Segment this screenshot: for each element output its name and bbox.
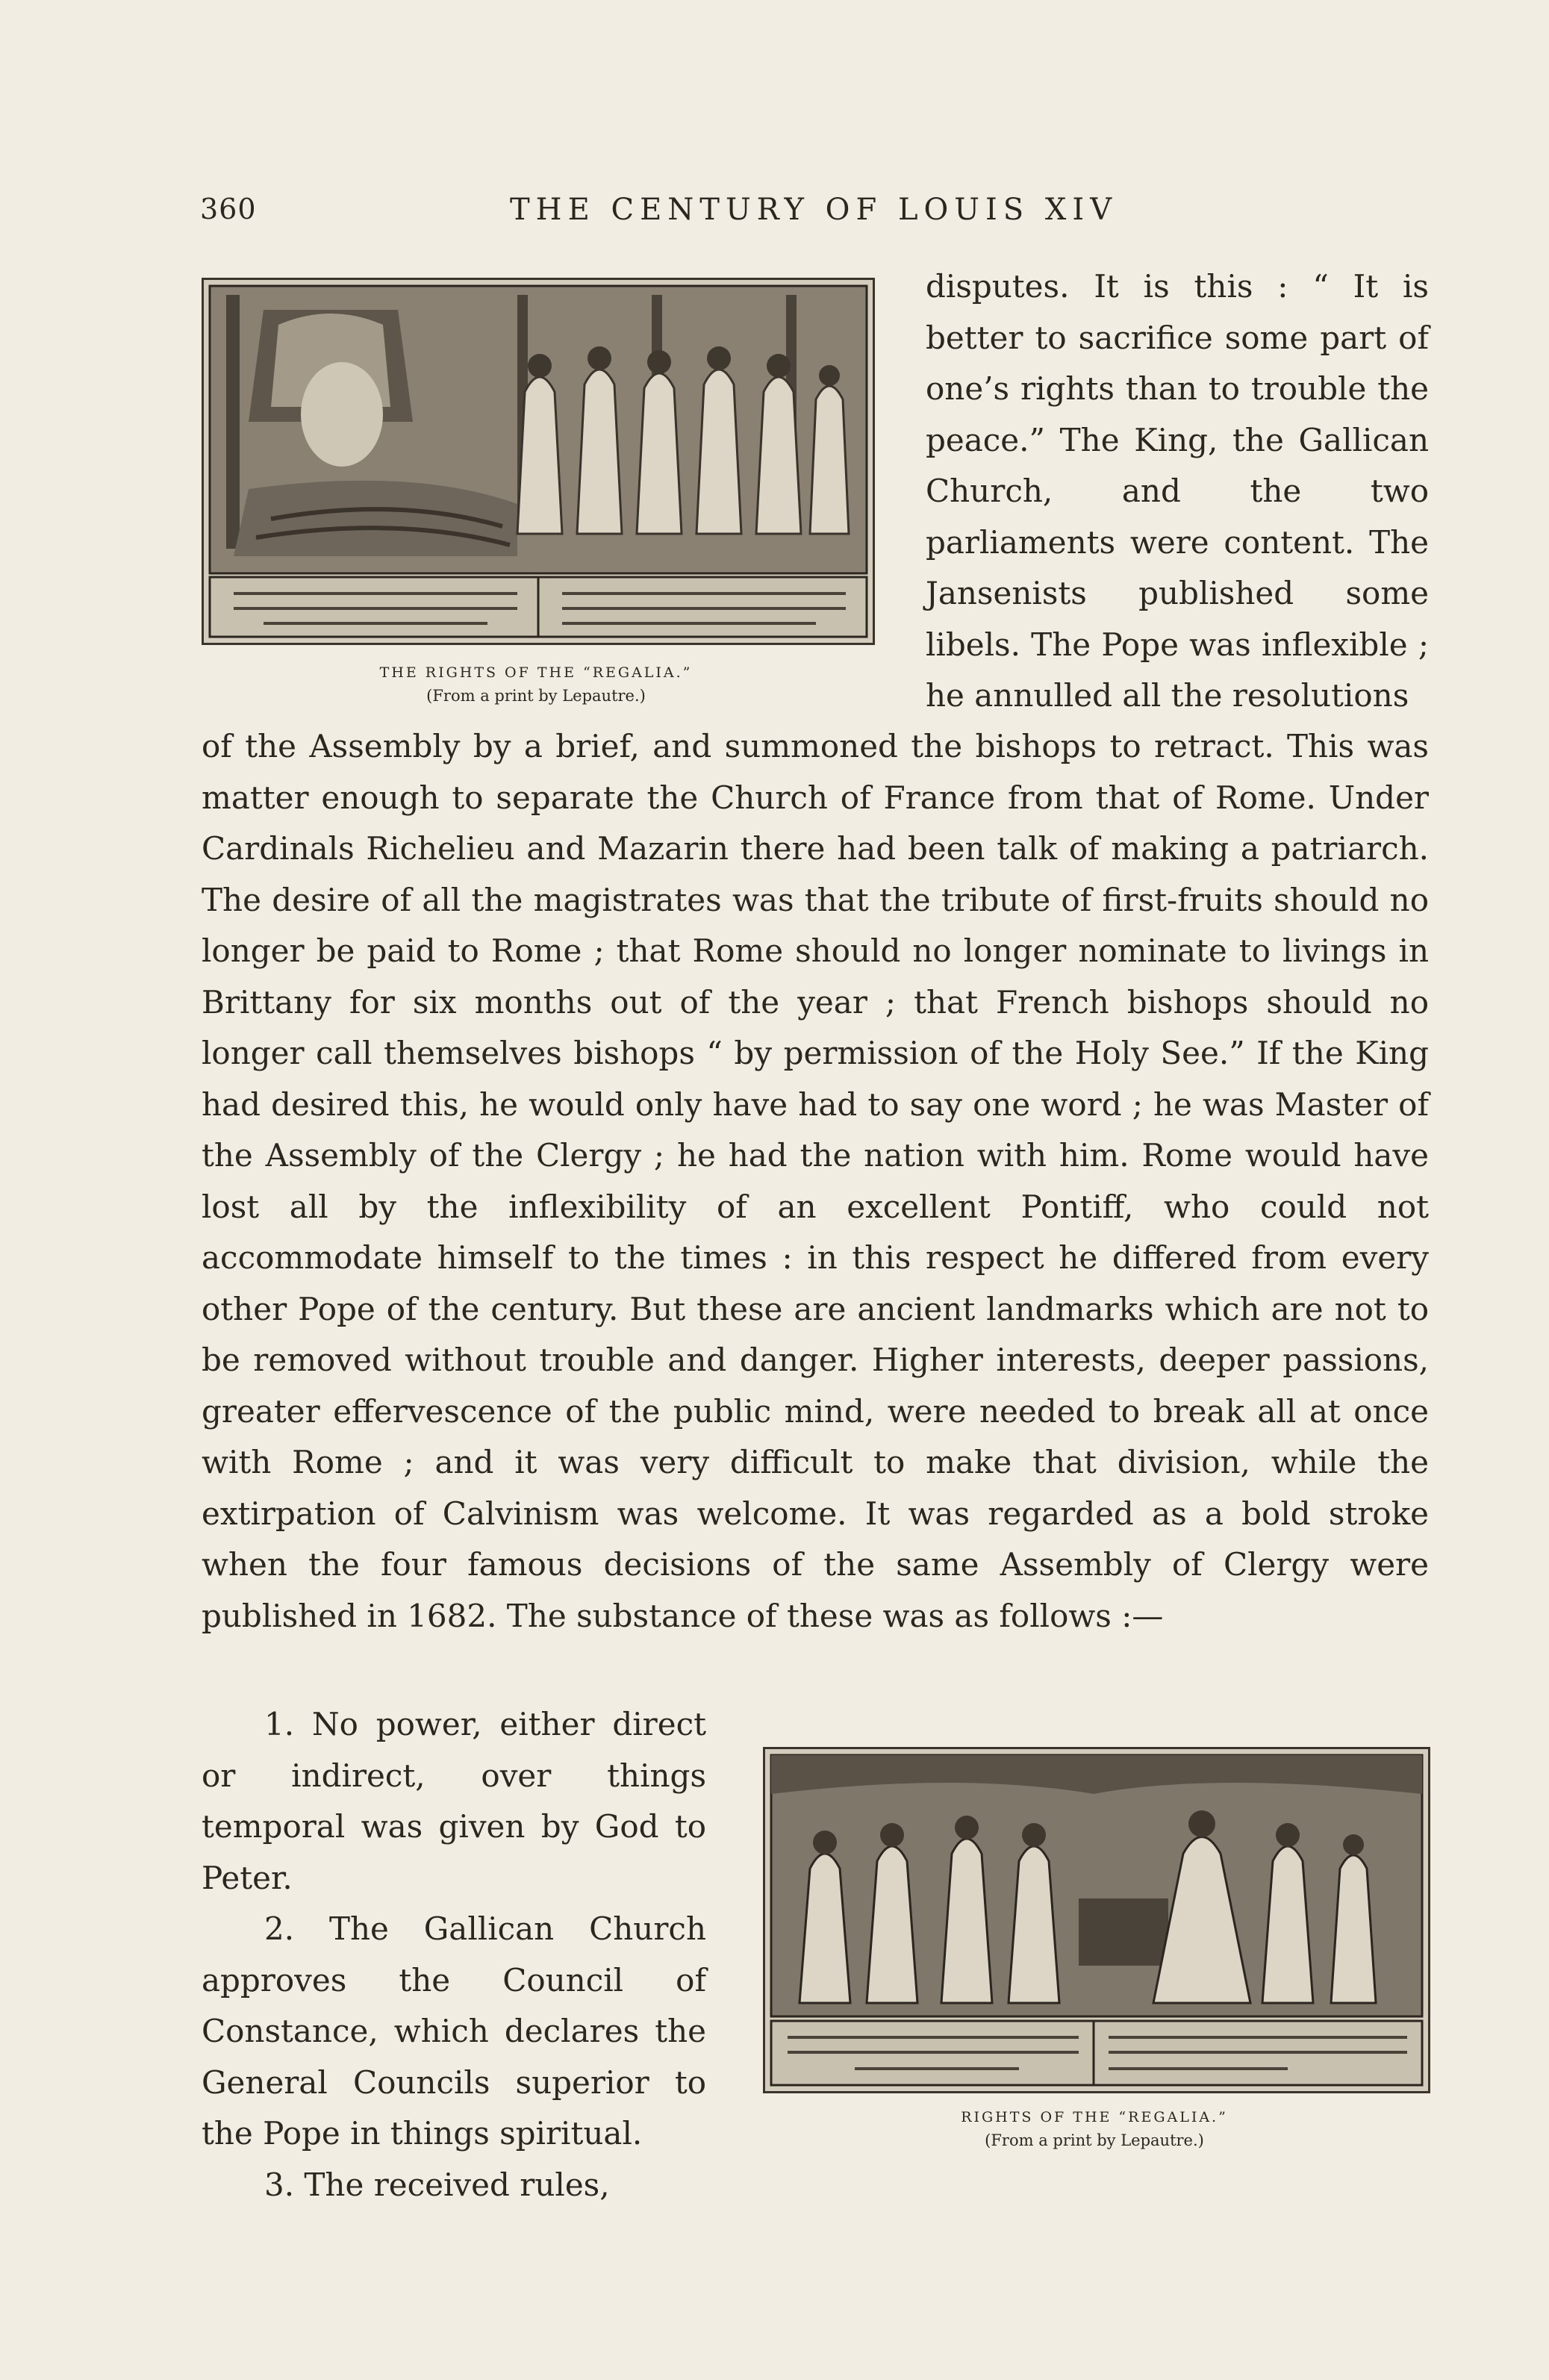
figure-caption-source: (From a print by Lepautre.) [426,687,646,705]
figure-caption-title: THE RIGHTS OF THE “REGALIA.” [379,664,693,681]
decisions-list [202,1699,706,2211]
running-title: THE CENTURY OF LOUIS XIV [510,193,1118,227]
figure-caption-source: (From a print by Lepautre.) [985,2131,1204,2149]
figure-caption [202,664,870,705]
body-text-full-width: of the Assembly by a brief, and summoned the bishops to retract. This was matter enough to separate the Church of France from that of Rome. Under Cardinals Richelieu and Mazarin there had been talk of making a patriarch. The desire of all the magistrates was that the tribute of first-fruits should no longer be paid to Rome ; that Rome should no longer nominate to livings in Brittany for six months out of the year ; that French bishops should no longer call themselves bishops “ by permission of the Holy See.” If the King had desired this, he would only have had to say one word ; he was Master of the Assembly of the Clergy ; he had the nation with him. Rome would have lost all by the inflexibility of an excellent Pontiff, who could not accommodate himself to the times : in this respect he differed from every other Pope of the century. But these are ancient landmarks which are not to be removed without trouble and danger. Higher interests, deeper passions, greater effervescence of the public mind, were needed to break all at once with Rome ; and it was very difficult to make that division, while the extirpation of Calvinism was welcome. It was regarded as a bold stroke when the four famous decisions of the same Assembly of Clergy were published in 1682. The substance of these was as follows :— [202,728,1429,1634]
engraving-regalia-audience [202,278,875,645]
figure-caption-title: RIGHTS OF THE “REGALIA.” [961,2109,1228,2125]
running-head [200,193,1424,237]
body-text-right-column: disputes. It is this : “ It is better to sacrifice some part of one’s rights than to trouble the peace.” The King, the Gallican Church, and the two parliaments were content. The Jansenists published some libels. The Pope was inflexible ; he annulled all the resolutions [926,268,1429,714]
figure-caption [763,2109,1426,2149]
engraving-regalia-court [763,1747,1430,2093]
list-item-1: 1. No power, either direct or indirect, over things temporal was given by God to Peter. [202,1706,706,1896]
list-item-3: 3. The received rules, [264,2166,610,2203]
list-item-2: 2. The Gallican Church approves the Council of Constance, which declares the General Councils superior to the Pope in things spiritual. [202,1910,706,2152]
page-number: 360 [200,193,257,225]
